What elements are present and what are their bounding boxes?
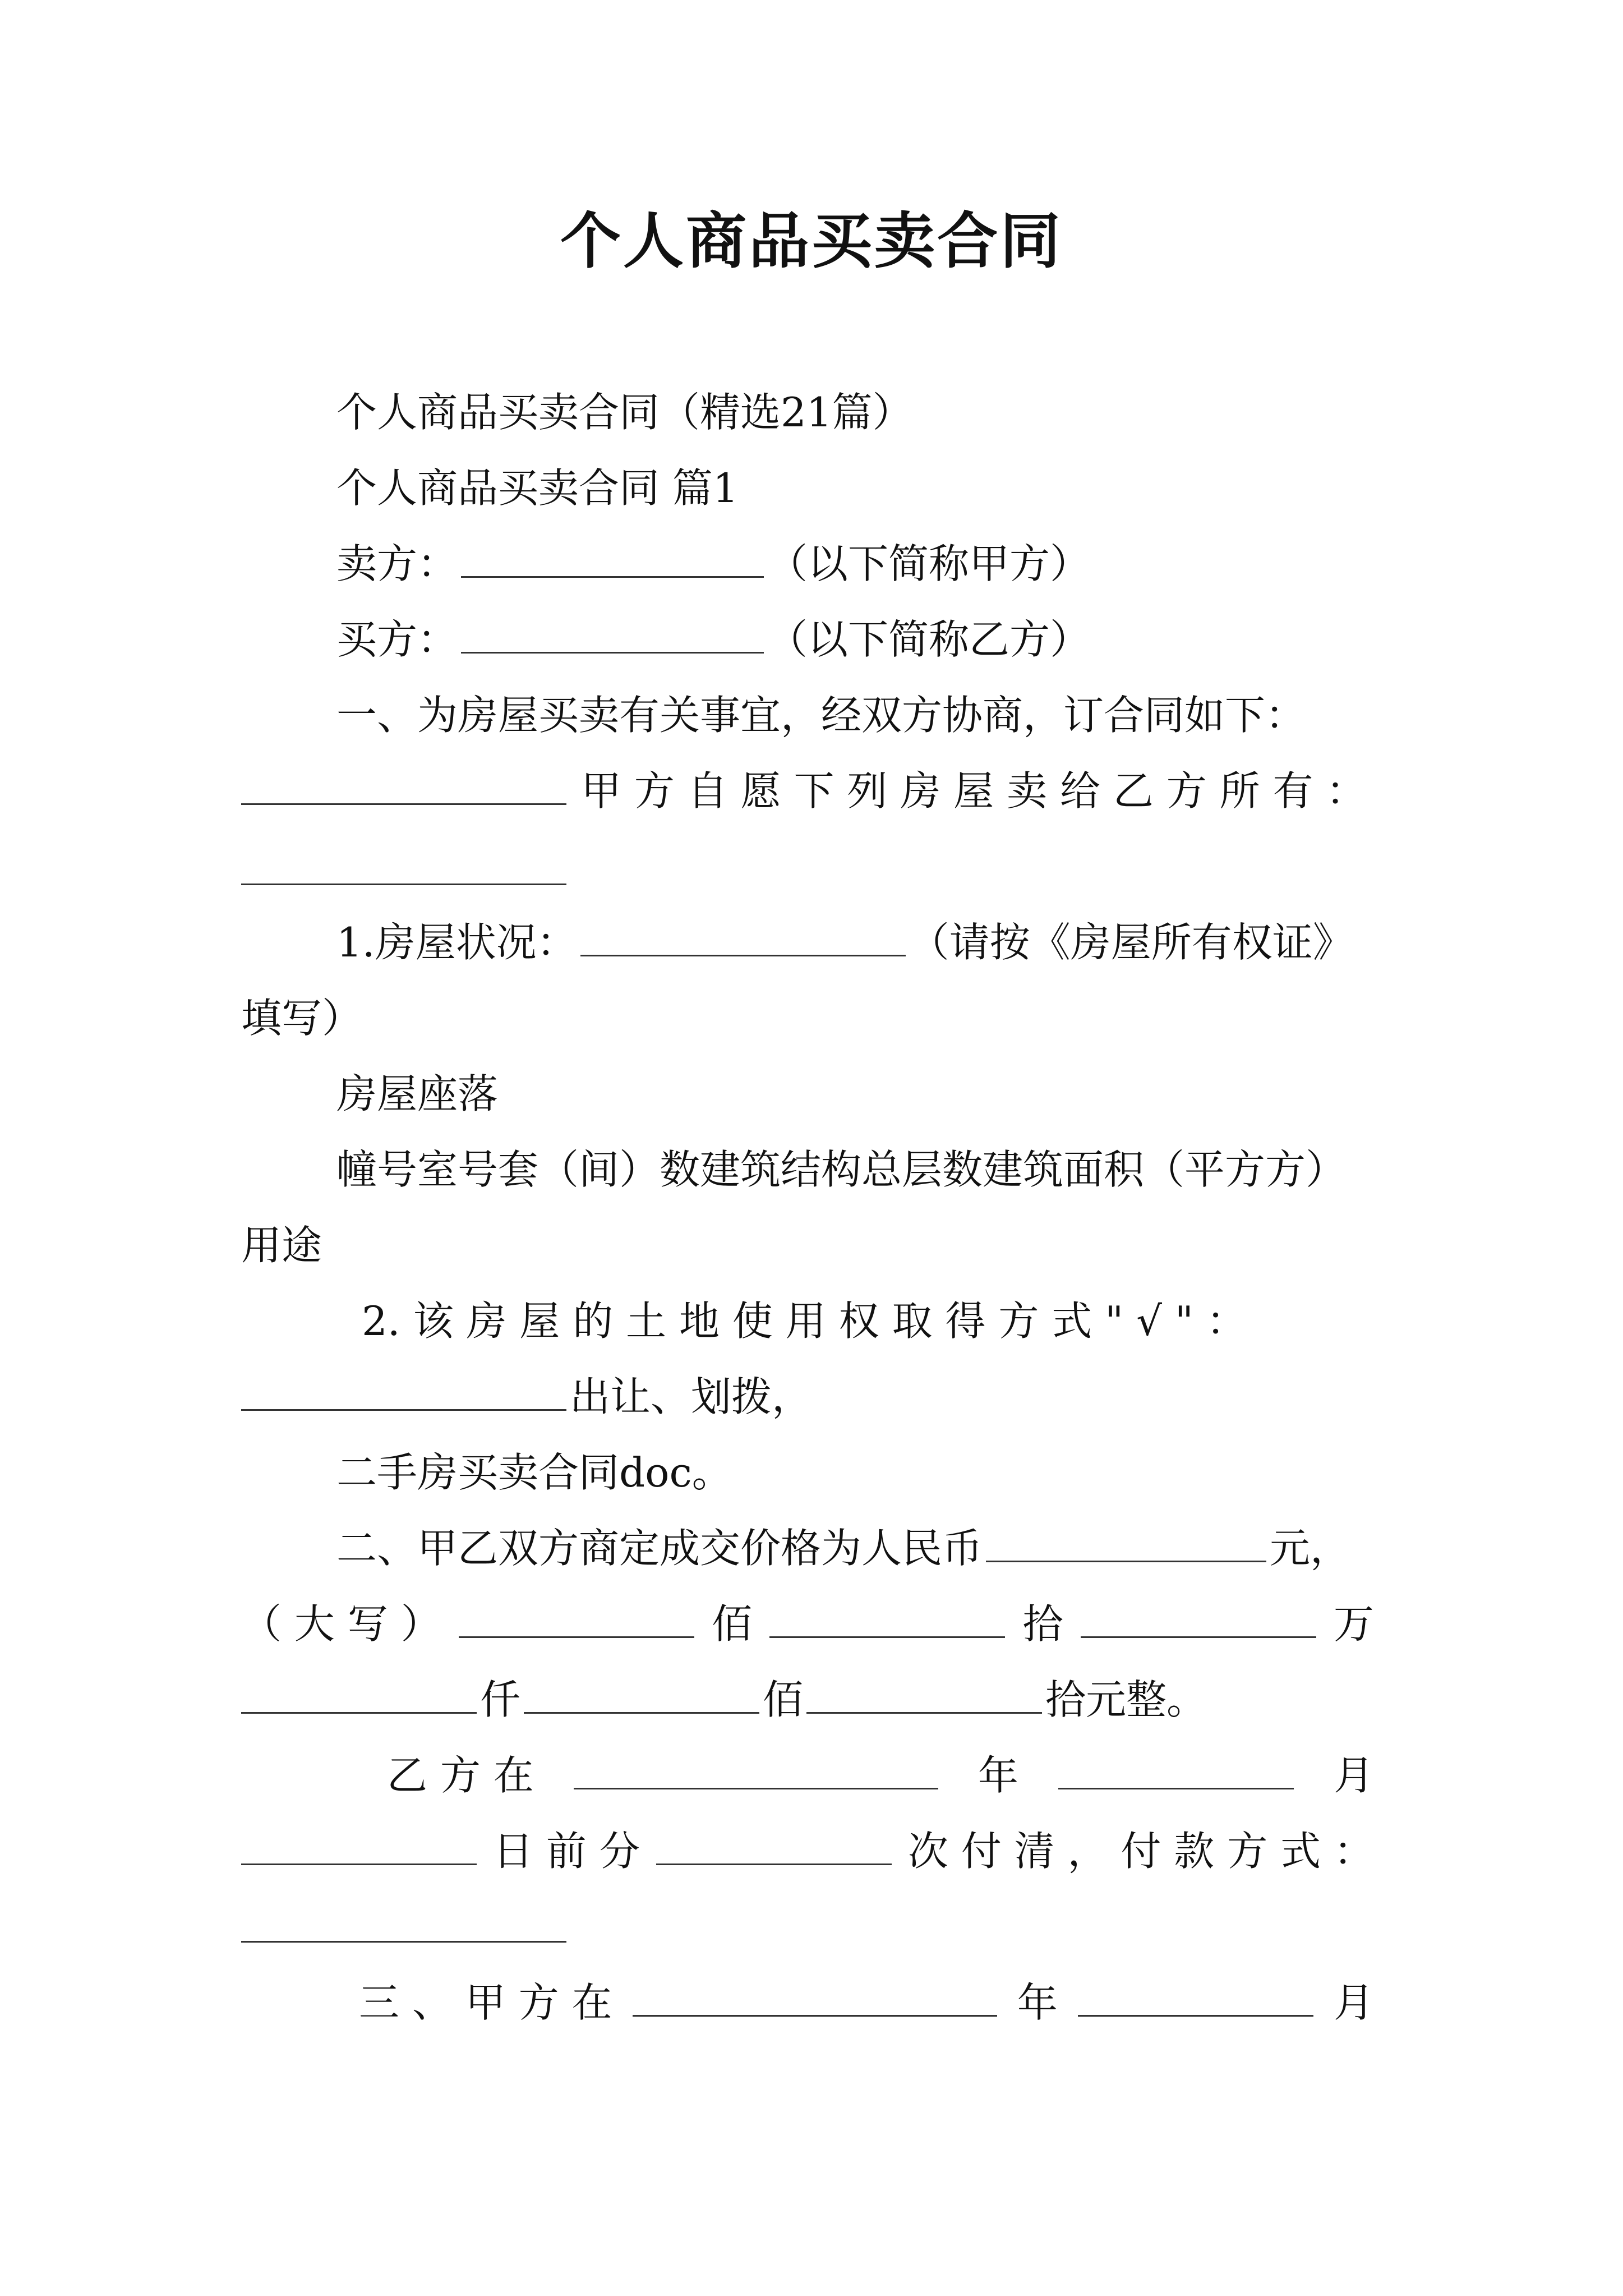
yi-zai-label: 乙 方 在 — [387, 1752, 534, 1799]
land-use-blank[interactable] — [241, 1375, 566, 1411]
table-header-cont — [241, 1214, 322, 1276]
shi-label: 拾 — [1022, 1600, 1063, 1648]
daxie-label: （ 大 写 ） — [241, 1600, 441, 1648]
yue2-label: 月 — [1333, 1979, 1374, 2026]
table-header-cont-text: 用途 — [241, 1222, 322, 1269]
section-two-line — [336, 1517, 1350, 1579]
section-one-cont — [241, 760, 1366, 822]
extra-blank-1[interactable] — [241, 884, 566, 885]
subtitle-text: 个人商品买卖合同（精选21篇） — [336, 389, 913, 436]
nian-label: 年 — [978, 1752, 1018, 1799]
pay-day-blank[interactable] — [241, 1830, 477, 1865]
table-header-text: 幢号室号套（间）数建筑结构总层数建筑面积（平方方） — [336, 1146, 1347, 1193]
section-one — [336, 684, 1306, 746]
buyer-label: 买方： — [336, 616, 458, 663]
daxie-line — [241, 1593, 1374, 1655]
item-one-label: 1.房屋状况： — [336, 919, 577, 966]
item-two-line — [362, 1290, 1247, 1352]
section-one-text: 一、为房屋买卖有关事宜，经双方协商，订合同如下： — [336, 692, 1306, 739]
section-two-yuan: 元， — [1270, 1525, 1351, 1572]
deliver-month-blank[interactable] — [1078, 1981, 1313, 2017]
yue-label: 月 — [1333, 1752, 1374, 1799]
item-two-cont-text: 出让、划拨， — [570, 1373, 813, 1420]
payment-method-line — [241, 1820, 1374, 1882]
bai-label: 佰 — [712, 1600, 753, 1648]
section-three-line — [359, 1972, 1374, 2033]
item-two-text: 2. 该 房 屋 的 土 地 使 用 权 取 得 方 式 " √ " ： — [362, 1297, 1247, 1345]
shi2-blank[interactable] — [806, 1678, 1042, 1714]
section-three-text: 三 、 甲 方 在 — [359, 1979, 612, 2026]
item-one-line — [336, 912, 1353, 973]
wan-blank[interactable] — [1081, 1603, 1316, 1638]
pay-year-blank[interactable] — [574, 1754, 938, 1789]
buyer-line — [336, 609, 1090, 670]
location-line — [336, 1063, 498, 1125]
payment-date-line — [387, 1745, 1374, 1806]
qian-blank[interactable] — [241, 1678, 477, 1714]
shi-yuan-label: 拾元整。 — [1045, 1676, 1207, 1723]
deliver-year-blank[interactable] — [633, 1981, 997, 2017]
ri-qian-fen-label: 日 前 分 — [493, 1828, 640, 1875]
extra-blank-2[interactable] — [241, 1941, 566, 1943]
chapter-heading — [336, 457, 739, 519]
nian2-label: 年 — [1017, 1979, 1058, 2026]
price-blank[interactable] — [986, 1527, 1266, 1562]
qian-label: 仟 — [480, 1676, 521, 1723]
pay-month-blank[interactable] — [1058, 1754, 1294, 1789]
seller-label: 卖方： — [336, 540, 458, 587]
wan-label: 万 — [1333, 1600, 1374, 1648]
section-one-cont-text: 甲 方 自 愿 下 列 房 屋 卖 给 乙 方 所 有 ： — [581, 767, 1367, 815]
ci-fu-qing-label: 次 付 清 ， 付 款 方 式 ： — [907, 1828, 1374, 1875]
item-one-cont-text: 填写） — [241, 995, 363, 1042]
bai2-label: 佰 — [763, 1676, 804, 1723]
amount-cont-line — [241, 1669, 1207, 1731]
seller-line — [336, 533, 1090, 595]
table-header-line — [336, 1139, 1346, 1200]
buyer-suffix: （以下简称乙方） — [767, 616, 1091, 663]
subtitle-line — [336, 381, 913, 443]
item-two-cont — [241, 1366, 812, 1428]
seller-blank[interactable] — [461, 542, 764, 578]
seller-suffix: （以下简称甲方） — [767, 540, 1091, 587]
bai-blank[interactable] — [459, 1603, 694, 1638]
bai2-blank[interactable] — [524, 1678, 759, 1714]
document-title: 个人商品买卖合同 — [560, 206, 1063, 277]
item-one-suffix: （请按《房屋所有权证》 — [909, 919, 1353, 966]
shi-blank[interactable] — [769, 1603, 1005, 1638]
house-blank[interactable] — [241, 770, 566, 805]
doc-line-text: 二手房买卖合同doc。 — [336, 1449, 732, 1496]
doc-line — [336, 1442, 732, 1503]
location-text: 房屋座落 — [336, 1070, 499, 1117]
installment-blank[interactable] — [656, 1830, 892, 1865]
buyer-blank[interactable] — [461, 618, 764, 654]
house-condition-blank[interactable] — [580, 921, 906, 956]
chapter-heading-text: 个人商品买卖合同 篇1 — [336, 464, 739, 512]
item-one-cont — [241, 987, 362, 1049]
section-two-text: 二、甲乙双方商定成交价格为人民币 — [336, 1525, 983, 1572]
